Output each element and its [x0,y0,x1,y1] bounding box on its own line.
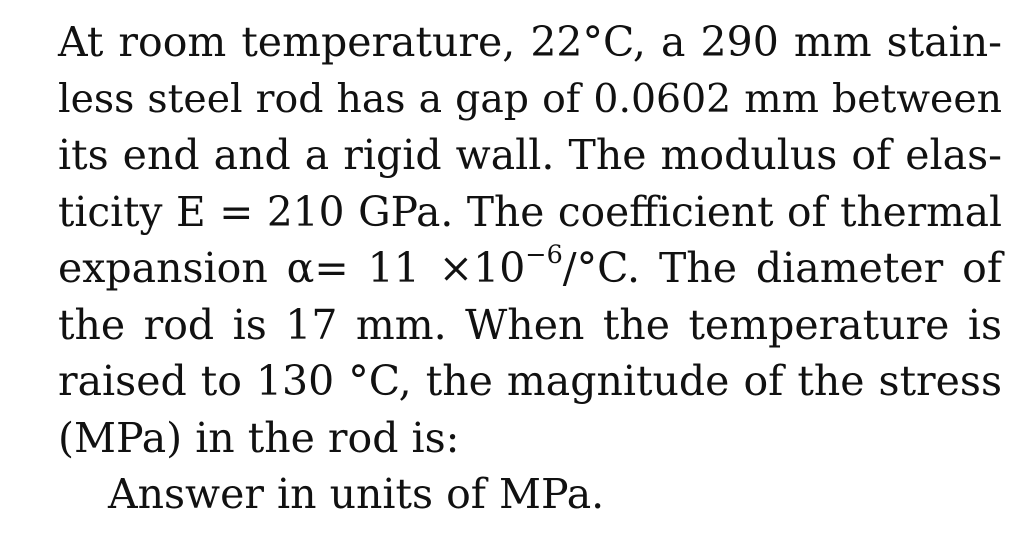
answer-prompt: Answer in units of MPa. [108,470,605,518]
line-5-after-exponent: /°C. The diameter of [562,244,1002,292]
problem-line-8: (MPa) in the rod is: [58,413,460,462]
problem-line-3: its end and a rigid wall. The modulus of elas- [58,131,1002,179]
line-5-before-exponent: expansion α= 11 ×10 [58,244,526,292]
problem-line-2: less steel rod has a gap of 0.0602 mm between [58,75,1002,122]
problem-line-4: ticity E = 210 GPa. The coefficient of thermal [58,187,1002,236]
problem-line-1: At room temperature, 22°C, a 290 mm stain- [58,18,1002,66]
problem-line-5 [58,240,1002,297]
line-5-exponent: −6 [525,238,563,269]
problem-text [58,14,1002,523]
problem-line-7: raised to 130 °C, the magnitude of the stress [58,357,1002,405]
problem-line-6: the rod is 17 mm. When the temperature is [58,300,1002,349]
